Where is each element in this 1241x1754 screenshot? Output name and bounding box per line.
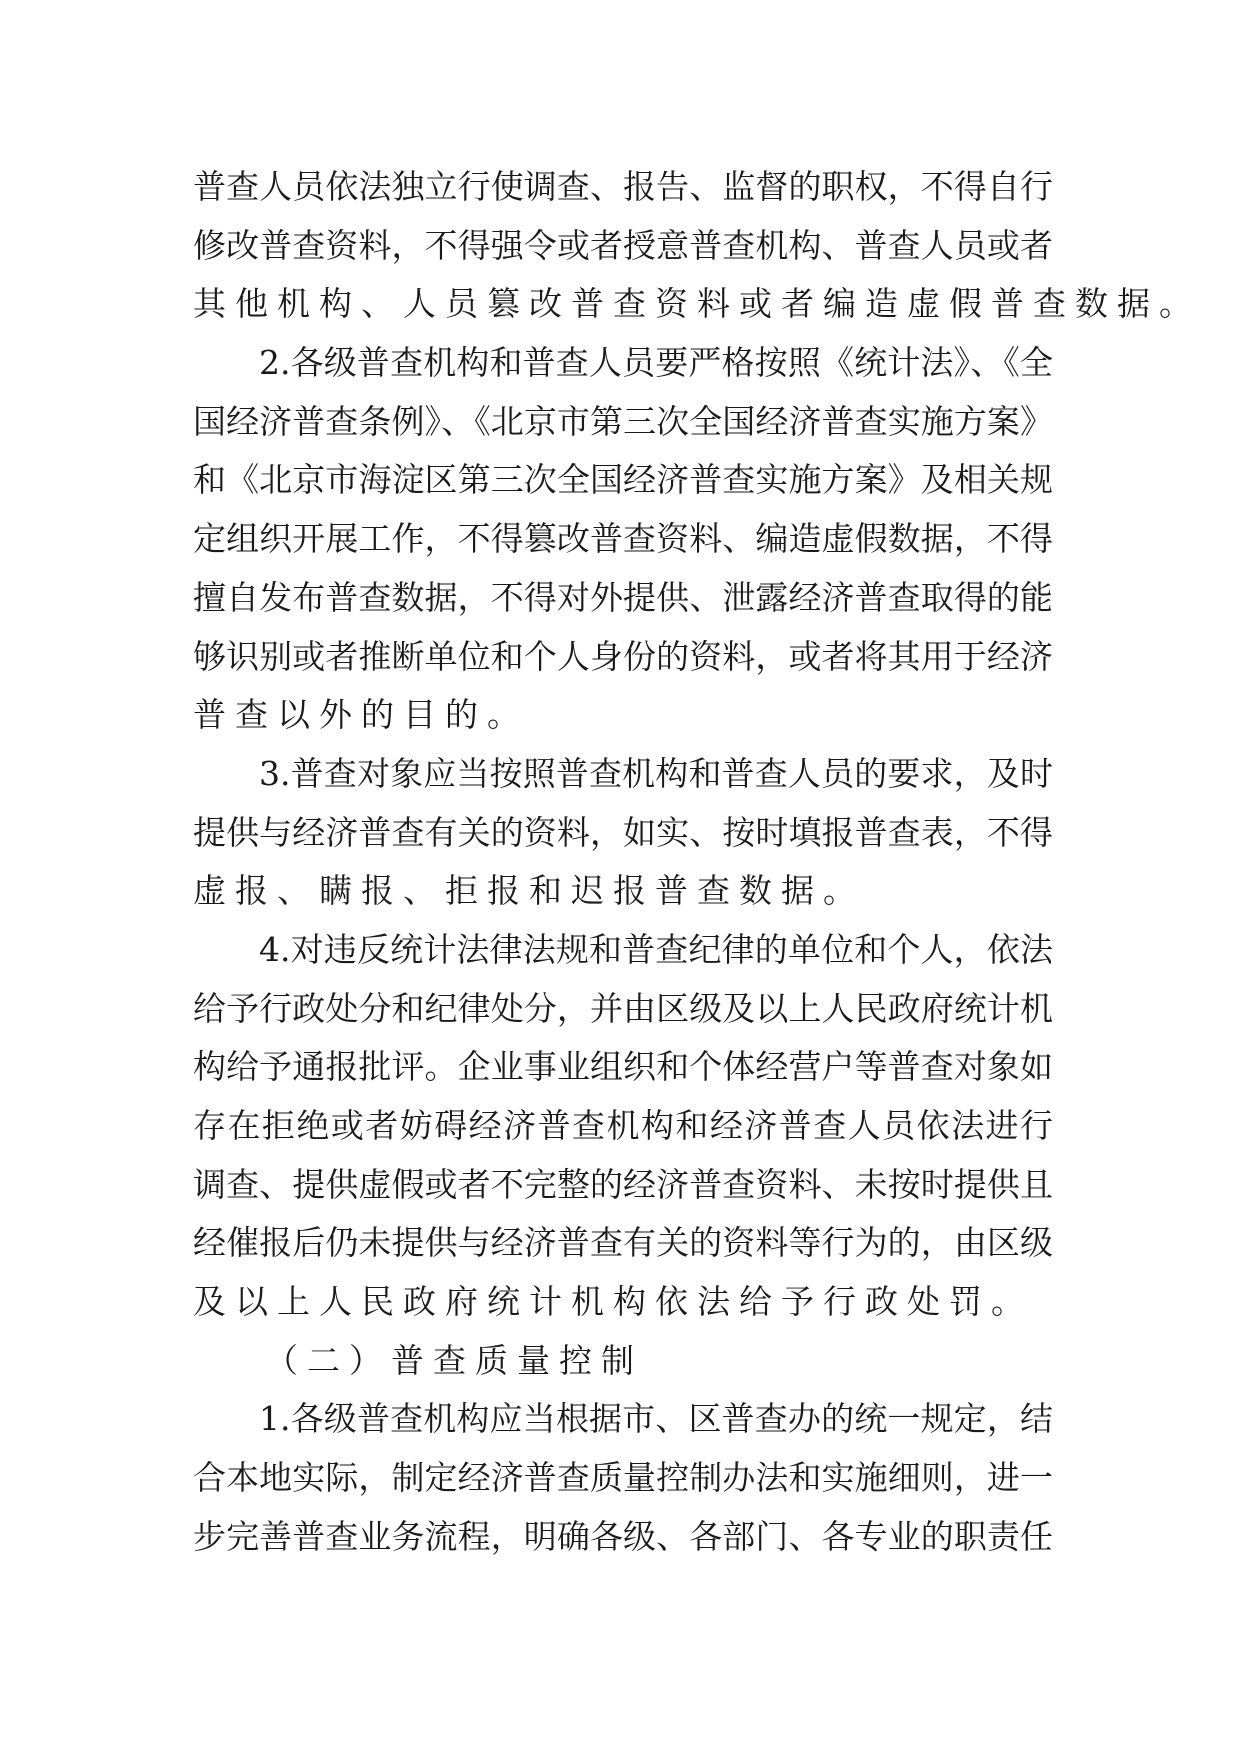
text-line: 构给予通报批评。企业事业组织和个体经营户等普查对象如 xyxy=(193,1047,1053,1087)
text-line: 及以上人民政府统计机构依法给予行政处罚。 xyxy=(193,1282,1033,1322)
text-line: 3.普查对象应当按照普查机构和普查人员的要求，及时 xyxy=(259,753,1053,793)
text-line: 步完善普查业务流程，明确各级、各部门、各专业的职责任 xyxy=(193,1516,1053,1556)
text-line: 合本地实际，制定经济普查质量控制办法和实施细则，进一 xyxy=(193,1458,1053,1498)
text-line: 经催报后仍未提供与经济普查有关的资料等行为的，由区级 xyxy=(193,1223,1053,1263)
text-line: 虚报、瞒报、拒报和迟报普查数据。 xyxy=(193,871,865,911)
text-line: 普查以外的目的。 xyxy=(193,695,529,735)
text-line: 4.对违反统计法律法规和普查纪律的单位和个人，依法 xyxy=(259,929,1053,969)
text-line: 擅自发布普查数据，不得对外提供、泄露经济普查取得的能 xyxy=(193,577,1053,617)
text-line: 定组织开展工作，不得篡改普查资料、编造虚假数据，不得 xyxy=(193,519,1053,559)
text-line: 存在拒绝或者妨碍经济普查机构和经济普查人员依法进行 xyxy=(193,1106,1053,1145)
text-line: 调查、提供虚假或者不完整的经济普查资料、未按时提供且 xyxy=(193,1164,1053,1204)
section-heading: （二）普查质量控制 xyxy=(265,1340,643,1380)
text-line: 和《北京市海淀区第三次全国经济普查实施方案》及相关规 xyxy=(193,460,1053,500)
text-line: 够识别或者推断单位和个人身份的资料，或者将其用于经济 xyxy=(193,636,1053,676)
text-line: 普查人员依法独立行使调查、报告、监督的职权，不得自行 xyxy=(193,167,1053,206)
text-line: 2.各级普查机构和普查人员要严格按照《统计法》、《全 xyxy=(259,343,1053,383)
document-body xyxy=(193,158,1201,1567)
text-line: 1.各级普查机构应当根据市、区普查办的统一规定，结 xyxy=(259,1399,1053,1439)
text-line: 给予行政处分和纪律处分，并由区级及以上人民政府统计机 xyxy=(193,988,1053,1028)
text-line: 其他机构、人员篡改普查资料或者编造虚假普查数据。 xyxy=(193,284,1201,324)
text-line: 提供与经济普查有关的资料，如实、按时填报普查表，不得 xyxy=(193,812,1053,852)
text-line: 国经济普查条例》、《北京市第三次全国经济普查实施方案》 xyxy=(193,401,1053,441)
text-line: 修改普查资料，不得强令或者授意普查机构、普查人员或者 xyxy=(193,225,1053,265)
